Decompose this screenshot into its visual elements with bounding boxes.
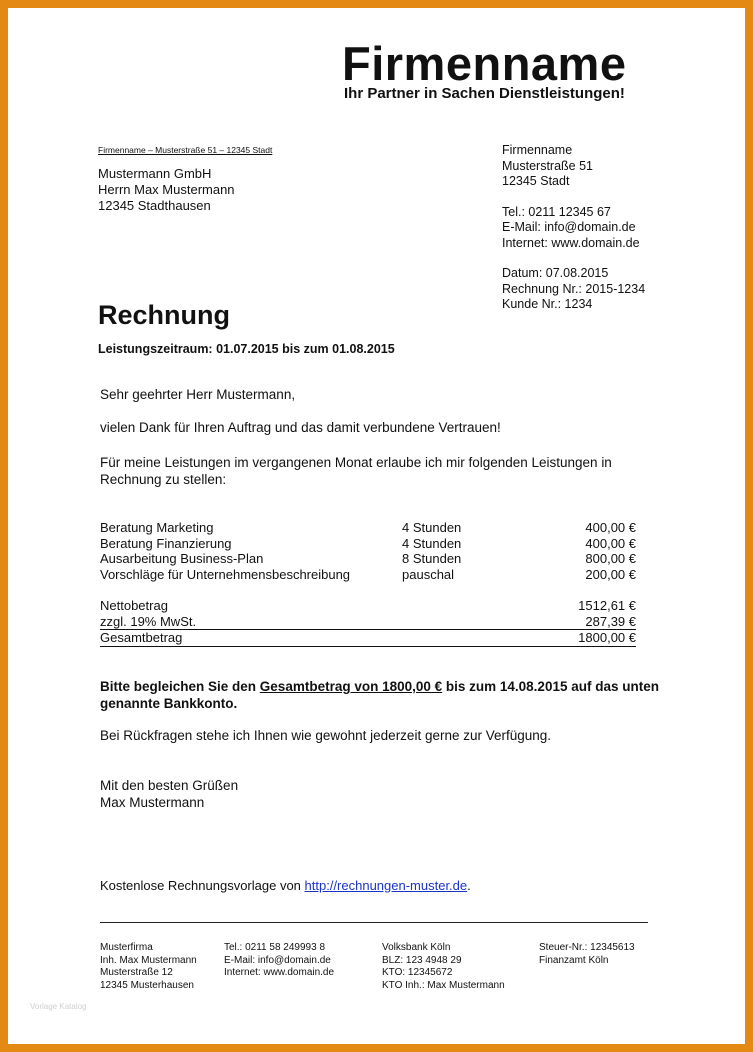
company-address-line: Firmenname xyxy=(502,143,573,157)
net-amount: 1512,61 € xyxy=(578,598,636,613)
item-description: Beratung Finanzierung xyxy=(100,535,232,551)
invoice-page xyxy=(8,8,745,1044)
gross-amount: 1800,00 € xyxy=(578,630,636,645)
closing-salutation: Mit den besten Grüßen xyxy=(100,778,239,793)
invoice-date: Datum: 07.08.2015 xyxy=(502,266,609,280)
company-address-line: Musterstraße 51 xyxy=(502,158,594,173)
gross-row xyxy=(100,629,636,647)
tax-label: zzgl. 19% MwSt. xyxy=(100,613,197,629)
item-quantity: 4 Stunden xyxy=(402,535,462,551)
footer-line: E-Mail: info@domain.de xyxy=(224,954,331,966)
payment-text-after: bis zum 14.08.2015 auf das unten genannte Bankkonto. xyxy=(100,679,659,711)
item-quantity: 8 Stunden xyxy=(402,551,462,566)
signature-name: Max Mustermann xyxy=(100,795,205,810)
logo-tagline: Ihr Partner in Sachen Dienstleistungen! xyxy=(344,85,625,102)
item-description: Beratung Marketing xyxy=(100,520,214,535)
item-description: Ausarbeitung Business-Plan xyxy=(100,551,264,566)
footer-line: 12345 Musterhausen xyxy=(100,979,194,991)
totals-table xyxy=(100,598,636,647)
intro-text: Für meine Leistungen im vergangenen Monat erlaube ich mir folgenden Leistungen in Rechnung zu stellen: xyxy=(100,455,612,487)
service-period: Leistungszeitraum: 01.07.2015 bis zum 01.08.2015 xyxy=(98,342,395,356)
questions-text: Bei Rückfragen stehe ich Ihnen wie gewohnt jederzeit gerne zur Verfügung. xyxy=(100,728,552,743)
greeting: Sehr geehrter Herr Mustermann, xyxy=(100,387,296,402)
company-address-line: 12345 Stadt xyxy=(502,174,570,188)
footer-line: KTO Inh.: Max Mustermann xyxy=(382,979,505,991)
payment-highlight: Gesamtbetrag von 1800,00 € xyxy=(259,679,443,694)
line-items-table xyxy=(100,520,636,582)
closing-block xyxy=(100,777,660,811)
item-amount: 400,00 € xyxy=(585,520,636,535)
recipient-line: Herrn Max Mustermann xyxy=(98,182,235,197)
recipient-line: 12345 Stadthausen xyxy=(98,198,211,213)
thanks-text: vielen Dank für Ihren Auftrag und das damit verbundene Vertrauen! xyxy=(100,420,501,435)
footer-line: BLZ: 123 4948 29 xyxy=(382,954,462,966)
template-link[interactable]: http://rechnungen-muster.de xyxy=(304,878,468,893)
footer-bank xyxy=(382,942,505,992)
tax-amount: 287,39 € xyxy=(585,613,636,629)
footer-line: Musterstraße 12 xyxy=(100,967,173,978)
table-row xyxy=(100,520,636,536)
net-label: Nettobetrag xyxy=(100,598,168,613)
company-phone: Tel.: 0211 12345 67 xyxy=(502,204,611,219)
tax-row xyxy=(100,614,636,630)
footer-contact xyxy=(224,942,334,980)
payment-text-before: Bitte begleichen Sie den xyxy=(100,679,260,694)
footer-line: Steuer-Nr.: 12345613 xyxy=(539,942,635,953)
sender-return-line: Firmenname – Musterstraße 51 – 12345 Stadt xyxy=(98,145,273,155)
company-website: Internet: www.domain.de xyxy=(502,235,640,250)
watermark: Vorlage Katalog xyxy=(30,1002,87,1011)
table-row xyxy=(100,551,636,567)
footer-line: Volksbank Köln xyxy=(382,942,451,953)
logo-company-name: Firmenname xyxy=(342,37,627,90)
footer-line: Internet: www.domain.de xyxy=(224,967,335,978)
customer-number: Kunde Nr.: 1234 xyxy=(502,297,593,311)
document-title: Rechnung xyxy=(98,300,230,330)
footer-tax xyxy=(539,942,635,967)
footer-company xyxy=(100,942,197,992)
net-row xyxy=(100,598,636,614)
gross-label: Gesamtbetrag xyxy=(100,630,183,645)
item-description: Vorschläge für Unternehmensbeschreibung xyxy=(100,566,351,582)
footer-line: Musterfirma xyxy=(100,942,153,953)
invoice-number: Rechnung Nr.: 2015-1234 xyxy=(502,281,646,296)
item-quantity: pauschal xyxy=(402,566,455,582)
template-note-text: Kostenlose Rechnungsvorlage von xyxy=(100,878,305,893)
company-info-block xyxy=(502,143,645,313)
table-row xyxy=(100,536,636,552)
footer-line: Tel.: 0211 58 249993 8 xyxy=(224,942,326,953)
item-quantity: 4 Stunden xyxy=(402,520,462,535)
item-amount: 800,00 € xyxy=(585,551,636,566)
footer-line: Inh. Max Mustermann xyxy=(100,954,197,966)
footer-line: KTO: 12345672 xyxy=(382,967,453,978)
footer-line: Finanzamt Köln xyxy=(539,954,609,966)
template-note-suffix: . xyxy=(467,878,471,893)
payment-request xyxy=(100,678,660,712)
footer-divider xyxy=(100,922,648,923)
item-amount: 400,00 € xyxy=(585,535,636,551)
recipient-line: Mustermann GmbH xyxy=(98,166,212,181)
table-row xyxy=(100,567,636,583)
recipient-address xyxy=(98,166,235,214)
template-note xyxy=(100,877,660,894)
item-amount: 200,00 € xyxy=(585,566,636,582)
company-email: E-Mail: info@domain.de xyxy=(502,220,636,234)
